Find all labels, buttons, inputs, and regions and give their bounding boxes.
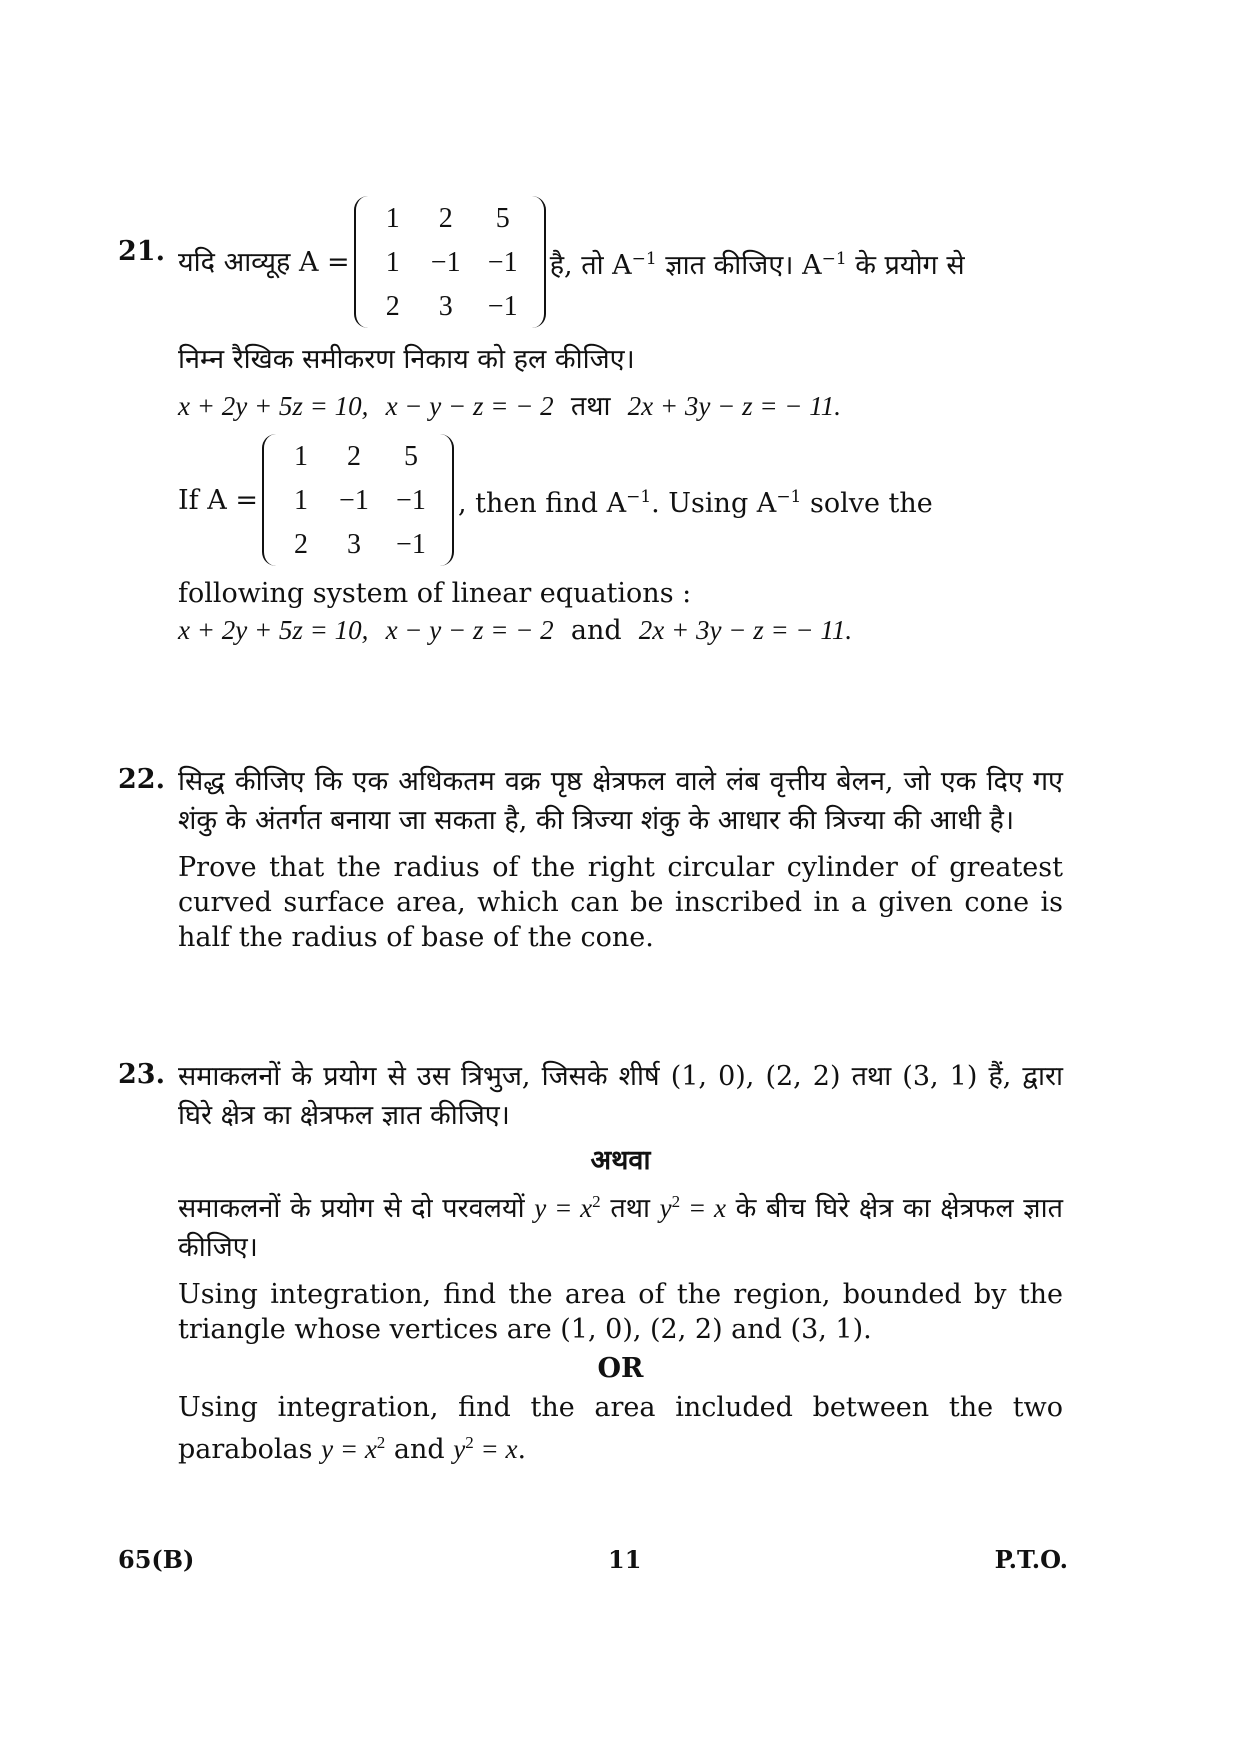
q21-hindi-line2: निम्न रैखिक समीकरण निकाय को हल कीजिए।: [178, 344, 635, 375]
question-number: 22.: [118, 764, 165, 795]
or-hindi: अथवा: [590, 1145, 651, 1176]
q22-english: Prove that the radius of the right circular cylinder of greatest curved surface area, which can be inscribed in a given cone is half the radius of base of the cone.: [178, 852, 1063, 953]
paper-code: 65(B): [118, 1545, 195, 1574]
q21-hindi-equations: x + 2y + 5z = 10, x − y − z = − 2 तथा 2x + 3y − z = − 11.: [178, 391, 842, 422]
q23-alt-english: Using integration, find the area included between the two parabolas $y = x^2$ and $y^2 = x$.: [178, 1392, 1063, 1465]
question-21: [118, 196, 1063, 648]
question-23: [118, 1057, 1063, 1467]
q21-english-line2: following system of linear equations :: [178, 578, 692, 609]
question-number: 23.: [118, 1059, 165, 1090]
q23-hindi: समाकलनों के प्रयोग से उस त्रिभुज, जिसके शीर्ष (1, 0), (2, 2) तथा (3, 1) हैं, द्वारा घिरे क्षेत्र का क्षेत्रफल ज्ञात कीजिए।: [178, 1061, 1063, 1131]
q21-english-statement: If A = 1 2 5 1 −1 −1 2 3 −1 , then find $A^{-1}$. Using $A^{-1}$ solve the: [178, 434, 1063, 566]
page-number: 11: [608, 1545, 642, 1574]
question-number: 21.: [118, 236, 165, 267]
question-22: [118, 762, 1063, 955]
q23-english: Using integration, find the area of the region, bounded by the triangle whose vertices are (1, 0), (2, 2) and (3, 1).: [178, 1279, 1063, 1345]
or-english: OR: [597, 1353, 644, 1384]
q23-alt-hindi: समाकलनों के प्रयोग से दो परवलयों $y = x^2$ तथा $y^2 = x$ के बीच घिरे क्षेत्र का क्षेत्रफल ज्ञात कीजिए।: [178, 1192, 1063, 1263]
matrix-grid: 1 2 5 1 −1 −1 2 3 −1: [385, 202, 518, 322]
matrix-a-english: [262, 434, 454, 566]
q22-hindi: सिद्ध कीजिए कि एक अधिकतम वक्र पृष्ठ क्षेत्रफल वाले लंब वृत्तीय बेलन, जो एक दिए गए शंकु के अंतर्गत बनाया जा सकता है, की त्रिज्या शंकु के आधार की त्रिज्या की आधी है।: [178, 766, 1063, 836]
matrix-grid: 1 2 5 1 −1 −1 2 3 −1: [293, 440, 426, 560]
matrix-a-hindi: [354, 196, 546, 328]
q21-hindi-statement: यदि आव्यूह A = 1 2 5 1 −1 −1 2 3 −1 है, तो $A^{-1}$ ज्ञात कीजिए। $A^{-1}$ के प्रयोग से: [178, 196, 1063, 328]
q21-english-equations: x + 2y + 5z = 10, x − y − z = − 2 and 2x + 3y − z = − 11.: [178, 615, 853, 646]
please-turn-over: P.T.O.: [994, 1545, 1068, 1574]
